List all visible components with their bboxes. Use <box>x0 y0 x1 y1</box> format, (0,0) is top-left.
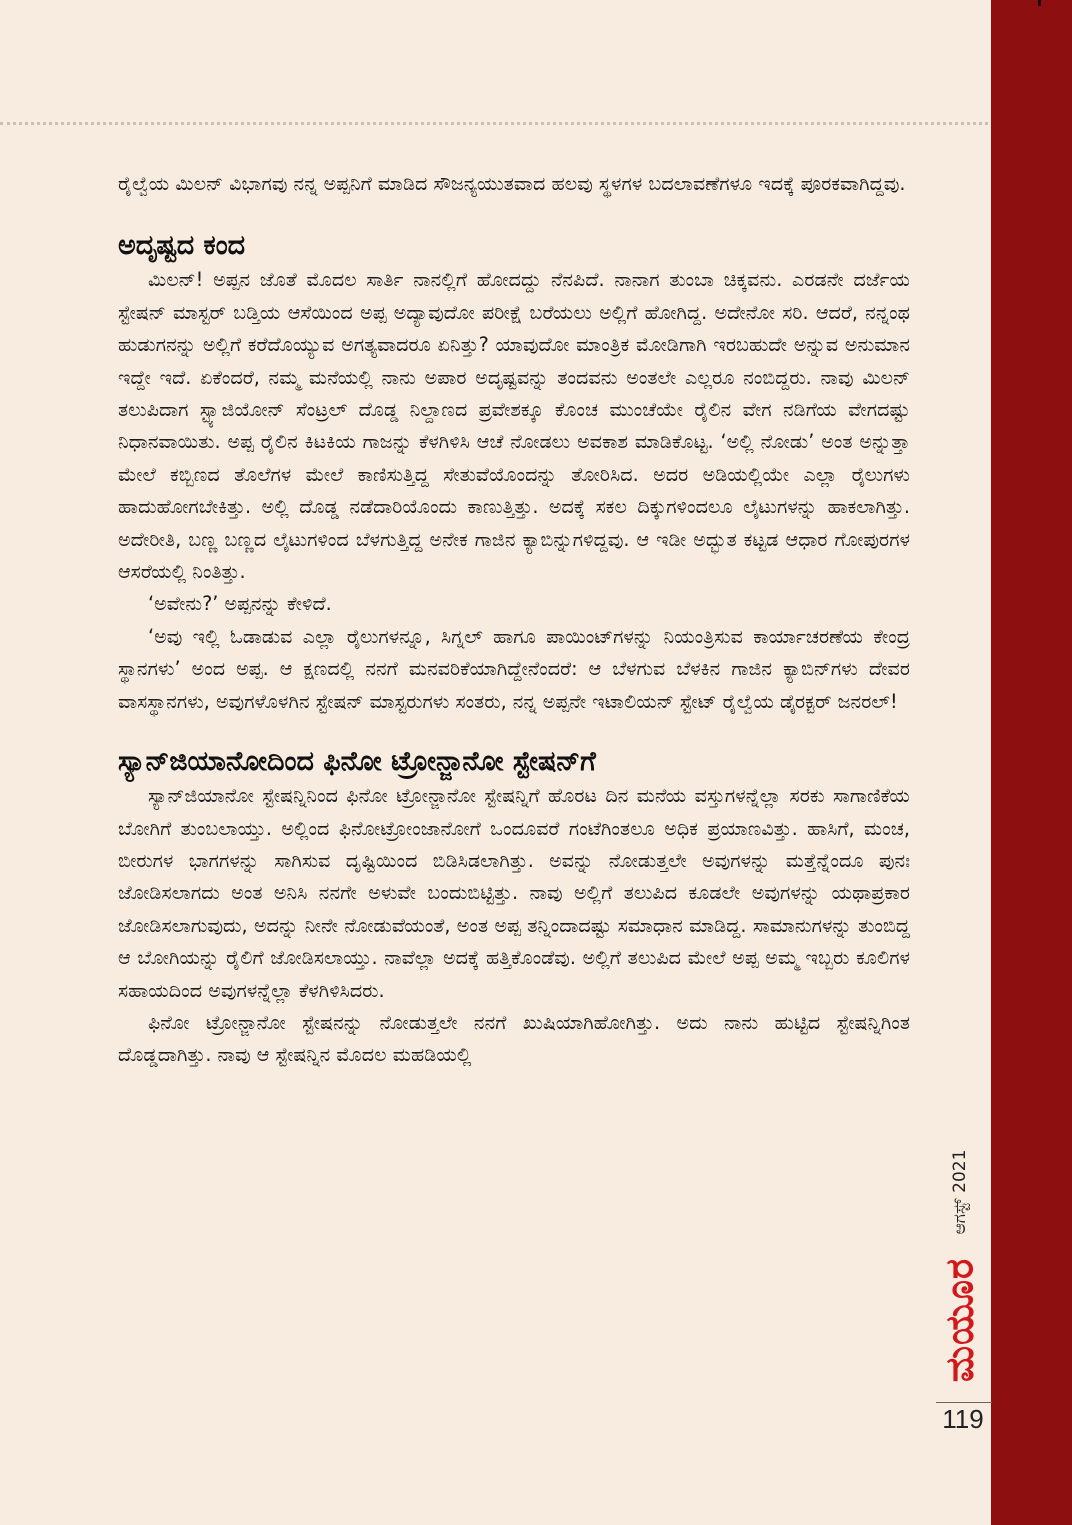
page-number: 119 <box>942 1404 984 1434</box>
intro-paragraph: ರೈಲ್ವೆಯ ಮಿಲನ್ ವಿಭಾಗವು ನನ್ನ ಅಪ್ಪನಿಗೆ ಮಾಡಿದ ಸೌಜನ್ಯಯುತವಾದ ಹಲವು ಸ್ಥಳಗಳ ಬದಲಾವಣೆಗಳೂ ಇದಕ್ಕೆ ಪೂರಕವಾಗಿದ್ದವು. <box>118 172 906 195</box>
issue-date: ಆಗಸ್ಟ್ 2021 <box>950 1149 970 1235</box>
crop-mark <box>1038 0 1041 6</box>
header-dotted-rule <box>0 122 1072 125</box>
section-heading-luck: ಅದೃಷ್ಟದ ಕಂದ <box>118 230 246 262</box>
paragraph-station: ಫಿನೋ ಟ್ರೋನ್ಜಾನೋ ಸ್ಟೇಷನನ್ನು ನೋಡುತ್ತಲೇ ನನಗೆ ಖುಷಿಯಾಗಿಹೋಗಿತ್ತು. ಅದು ನಾನು ಹುಟ್ಟಿದ ಸ್ಟೇಷನ್ನಿಗಿಂತ ದೊಡ್ಡದಾಗಿತ್ತು. ನಾವು ಆ ಸ್ಟೇಷನ್ನಿನ ಮೊದಲ ಮಹಡಿಯಲ್ಲಿ <box>118 1010 910 1067</box>
red-margin-bar <box>991 0 1072 1525</box>
article-body <box>118 168 910 1072</box>
paragraph-milan: ಮಿಲನ್! ಅಪ್ಪನ ಜೊತೆ ಮೊದಲ ಸಾರ್ತಿ ನಾನಲ್ಲಿಗೆ ಹೋದದ್ದು ನೆನಪಿದೆ. ನಾನಾಗ ತುಂಬಾ ಚಿಕ್ಕವನು. ಎರಡನೇ ದರ್ಜೆಯ ಸ್ಟೇಷನ್ ಮಾಸ್ಟರ್ ಬಡ್ತಿಯ ಆಸೆಯಿಂದ ಅಪ್ಪ ಅದ್ಯಾವುದೋ ಪರೀಕ್ಷೆ ಬರೆಯಲು ಅಲ್ಲಿಗೆ ಹೋಗಿದ್ದ. ಅದೇನೋ ಸರಿ. ಆದರೆ, ನನ್ನಂಥ ಹುಡುಗನನ್ನು ಅಲ್ಲಿಗೆ ಕರೆದೊಯ್ಯುವ ಅಗತ್ಯವಾದರೂ ಏನಿತ್ತು? ಯಾವುದೋ ಮಾಂತ್ರಿಕ ಮೋಡಿಗಾಗಿ ಇರಬಹುದೇ ಅನ್ನುವ ಅನುಮಾನ ಇದ್ದೇ ಇದೆ. ಏಕೆಂದರೆ, ನಮ್ಮ ಮನೆಯಲ್ಲಿ ನಾನು ಅಪಾರ ಅದೃಷ್ಟವನ್ನು ತಂದವನು ಅಂತಲೇ ಎಲ್ಲರೂ ನಂಬಿದ್ದರು. ನಾವು ಮಿಲನ್ ತಲುಪಿದಾಗ ಸ್ಟ್ಯಾಜಿಯೋನ್ ಸೆಂಟ್ರಲ್ ದೊಡ್ಡ ನಿಲ್ದಾಣದ ಪ್ರವೇಶಕ್ಕೂ ಕೊಂಚ ಮುಂಚೆಯೇ ರೈಲಿನ ವೇಗ ನಡಿಗೆಯ ವೇಗದಷ್ಟು ನಿಧಾನವಾಯಿತು. ಅಪ್ಪ ರೈಲಿನ ಕಿಟಕಿಯ ಗಾಜನ್ನು ಕೆಳಗಿಳಿಸಿ ಆಚೆ ನೋಡಲು ಅವಕಾಶ ಮಾಡಿಕೊಟ್ಟ. ‘ಅಲ್ಲಿ ನೋಡು’ ಅಂತ ಅನ್ನುತ್ತಾ ಮೇಲೆ ಕಬ್ಬಿಣದ ತೊಲೆಗಳ ಮೇಲೆ ಕಾಣಿಸುತ್ತಿದ್ದ ಸೇತುವೆಯೊಂದನ್ನು ತೋರಿಸಿದ. ಅದರ ಅಡಿಯಲ್ಲಿಯೇ ಎಲ್ಲಾ ರೈಲುಗಳು ಹಾದುಹೋಗಬೇಕಿತ್ತು. ಅಲ್ಲಿ ದೊಡ್ಡ ನಡೆದಾರಿಯೊಂದು ಕಾಣುತ್ತಿತ್ತು. ಅದಕ್ಕೆ ಸಕಲ ದಿಕ್ಕುಗಳಿಂದಲೂ ಲೈಟುಗಳನ್ನು ಹಾಕಲಾಗಿತ್ತು. ಅದೇರೀತಿ, ಬಣ್ಣ ಬಣ್ಣದ ಲೈಟುಗಳಿಂದ ಬೆಳಗುತ್ತಿದ್ದ ಅನೇಕ ಗಾಜಿನ ಕ್ಯಾಬಿನ್ನುಗಳಿದ್ದವು. ಆ ಇಡೀ ಅದ್ಭುತ ಕಟ್ಟಡ ಆಧಾರ ಗೋಪುರಗಳ ಆಸರೆಯಲ್ಲಿ ನಿಂತಿತ್ತು. <box>118 268 910 584</box>
section-heading-journey: ಸ್ಯಾನ್‌ಜಿಯಾನೋದಿಂದ ಫಿನೋ ಟ್ರೋನ್ಜಾನೋ ಸ್ಟೇಷನ್‌ಗೆ <box>118 746 596 778</box>
paragraph-answer: ‘ಅವು ಇಲ್ಲಿ ಓಡಾಡುವ ಎಲ್ಲಾ ರೈಲುಗಳನ್ನೂ, ಸಿಗ್ನಲ್ ಹಾಗೂ ಪಾಯಿಂಟ್‌ಗಳನ್ನು ನಿಯಂತ್ರಿಸುವ ಕಾರ್ಯಾಚರಣೆಯ ಕೇಂದ್ರ ಸ್ಥಾನಗಳು’ ಅಂದ ಅಪ್ಪ. ಆ ಕ್ಷಣದಲ್ಲಿ ನನಗೆ ಮನವರಿಕೆಯಾಗಿದ್ದೇನೆಂದರೆ: ಆ ಬೆಳಗುವ ಬೆಳಕಿನ ಗಾಜಿನ ಕ್ಯಾಬಿನ್‌ಗಳು ದೇವರ ವಾಸಸ್ಥಾನಗಳು, ಅವುಗಳೊಳಗಿನ ಸ್ಟೇಷನ್ ಮಾಸ್ಟರುಗಳು ಸಂತರು, ನನ್ನ ಅಪ್ಪನೇ ಇಟಾಲಿಯನ್ ಸ್ಟೇಟ್ ರೈಲ್ವೆಯ ಡೈರಕ್ಟರ್ ಜನರಲ್! <box>118 624 910 713</box>
magazine-logo: ಮಯೂರ <box>937 1257 982 1383</box>
page-number-rule <box>936 1402 992 1403</box>
paragraph-moving: ಸ್ಯಾನ್‌ಜಿಯಾನೋ ಸ್ಟೇಷನ್ನಿನಿಂದ ಫಿನೋ ಟ್ರೋನ್ಜಾನೋ ಸ್ಟೇಷನ್ನಿಗೆ ಹೊರಟ ದಿನ ಮನೆಯ ವಸ್ತುಗಳನ್ನೆಲ್ಲಾ ಸರಕು ಸಾಗಾಣಿಕೆಯ ಬೋಗಿಗೆ ತುಂಬಲಾಯ್ತು. ಅಲ್ಲಿಂದ ಫಿನೋಟ್ರೋಂಜಾನೋಗೆ ಒಂದೂವರೆ ಗಂಟೆಗಿಂತಲೂ ಅಧಿಕ ಪ್ರಯಾಣವಿತ್ತು. ಹಾಸಿಗೆ, ಮಂಚ, ಬೀರುಗಳ ಭಾಗಗಳನ್ನು ಸಾಗಿಸುವ ದೃಷ್ಟಿಯಿಂದ ಬಿಡಿಸಿಡಲಾಗಿತ್ತು. ಅವನ್ನು ನೋಡುತ್ತಲೇ ಅವುಗಳನ್ನು ಮತ್ತೆನ್ನೆಂದೂ ಪುನಃ ಜೋಡಿಸಲಾಗದು ಅಂತ ಅನಿಸಿ ನನಗೇ ಅಳುವೇ ಬಂದುಬಿಟ್ಟಿತ್ತು. ನಾವು ಅಲ್ಲಿಗೆ ತಲುಪಿದ ಕೂಡಲೇ ಅವುಗಳನ್ನು ಯಥಾಪ್ರಕಾರ ಜೋಡಿಸಲಾಗುವುದು, ಅದನ್ನು ನೀನೇ ನೋಡುವೆಯಂತೆ, ಅಂತ ಅಪ್ಪ ತನ್ನಿಂದಾದಷ್ಟು ಸಮಾಧಾನ ಮಾಡಿದ್ದ. ಸಾಮಾನುಗಳನ್ನು ತುಂಬಿದ್ದ ಆ ಬೋಗಿಯನ್ನು ರೈಲಿಗೆ ಜೋಡಿಸಲಾಯ್ತು. ನಾವೆಲ್ಲಾ ಅದಕ್ಕೆ ಹತ್ತಿಕೊಂಡೆವು. ಅಲ್ಲಿಗೆ ತಲುಪಿದ ಮೇಲೆ ಅಪ್ಪ ಅಮ್ಮ ಇಬ್ಬರು ಕೂಲಿಗಳ ಸಹಾಯದಿಂದ ಅವುಗಳನ್ನೆಲ್ಲಾ ಕೆಳಗಿಳಿಸಿದರು. <box>118 784 910 1002</box>
paragraph-question: ‘ಅವೇನು?’ ಅಪ್ಪನನ್ನು ಕೇಳಿದೆ. <box>148 592 332 616</box>
